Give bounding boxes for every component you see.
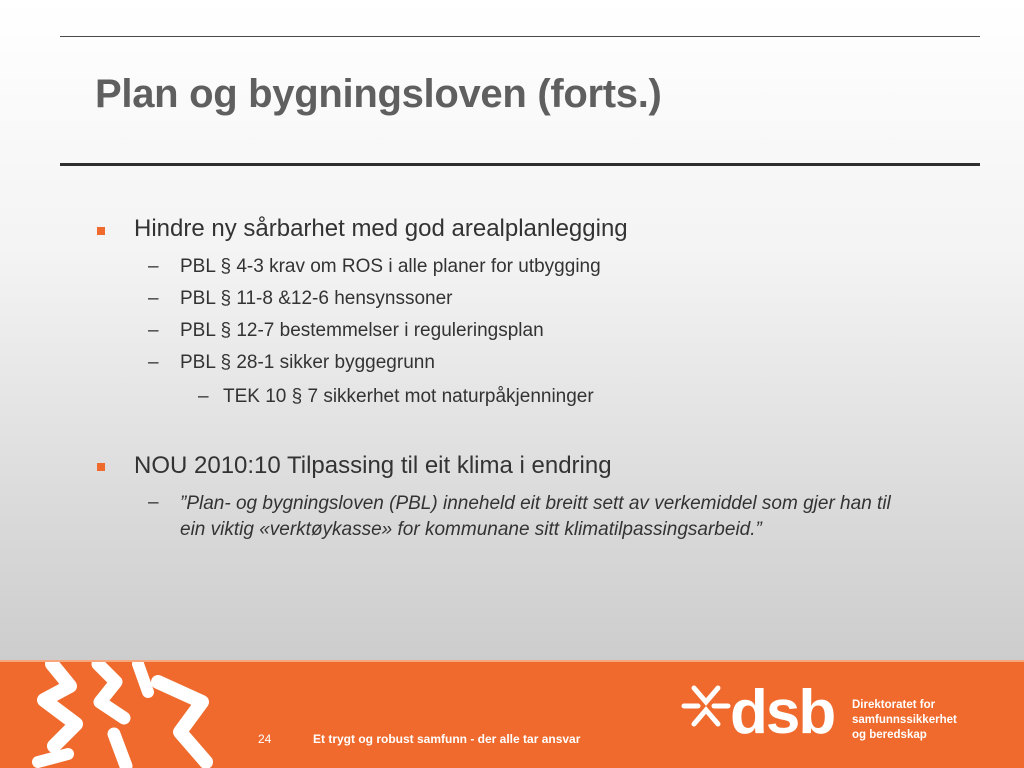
bullet-icon	[97, 463, 105, 471]
dash-icon: –	[148, 288, 159, 309]
dash-icon: –	[148, 492, 159, 513]
list-item: PBL § 4-3 krav om ROS i alle planer for utbygging	[180, 256, 601, 277]
footer-tagline: Et trygt og robust samfunn - der alle tar ansvar	[313, 732, 581, 746]
section-heading-2: NOU 2010:10 Tilpassing til eit klima i endring	[134, 452, 612, 479]
quote-text: ”Plan- og bygningsloven (PBL) inneheld eit breitt sett av verkemiddel som gjer han til ein viktig «verktøykasse» for kommunane sitt klimatilpassingsarbeid.”	[180, 493, 891, 540]
dash-icon: –	[148, 320, 159, 341]
dash-icon: –	[148, 256, 159, 277]
abstract-figures-logo-icon	[30, 662, 220, 768]
section-heading-1: Hindre ny sårbarhet med god arealplanlegging	[134, 215, 628, 242]
dsb-logo	[680, 676, 1000, 756]
org-line-1: Direktoratet for	[852, 699, 936, 711]
list-item: PBL § 28-1 sikker byggegrunn	[180, 352, 435, 373]
dsb-star-mark-icon	[680, 680, 732, 732]
footer-bar	[0, 660, 1024, 768]
sub-list-item: TEK 10 § 7 sikkerhet mot naturpåkjenninger	[223, 386, 594, 407]
dash-icon: –	[148, 352, 159, 373]
page-number: 24	[258, 732, 272, 746]
org-line-2: samfunnssikkerhet	[852, 714, 957, 726]
dsb-wordmark: dsb	[730, 678, 835, 747]
slide-title: Plan og bygningsloven (forts.)	[95, 72, 662, 116]
bullet-icon	[97, 227, 105, 235]
org-line-3: og beredskap	[852, 729, 927, 741]
dsb-org-name	[852, 698, 957, 743]
list-item: PBL § 12-7 bestemmelser i reguleringsplan	[180, 320, 544, 341]
dash-icon: –	[198, 386, 209, 407]
list-item: PBL § 11-8 &12-6 hensynssoner	[180, 288, 453, 309]
